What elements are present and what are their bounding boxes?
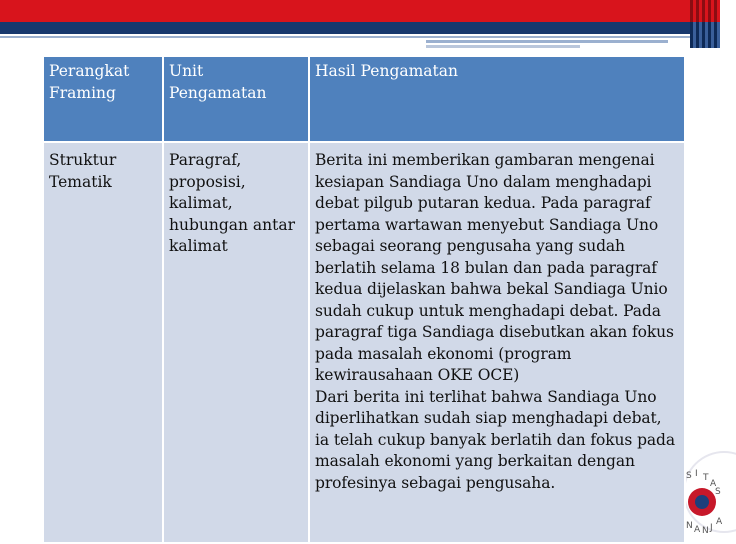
seal-letter: S: [715, 487, 721, 497]
cell-perangkat: Struktur Tematik: [43, 142, 163, 543]
cell-unit: Paragraf, proposisi, kalimat, hubungan antar kalimat: [163, 142, 309, 543]
table-row: [43, 142, 685, 543]
hasil-paragraph-2: Dari berita ini terlihat bahwa Sandiaga Uno diperlihatkan sudah siap menghadapi debat, ia telah cukup banyak berlatih dan fokus pada masalah ekonomi yang berkaitan dengan profesinya sebagai pengusaha.: [315, 387, 676, 492]
seal-letter: A: [710, 479, 717, 489]
header-perangkat-framing: Perangkat Framing: [43, 56, 163, 142]
header-divider-line: [0, 36, 690, 38]
seal-letter: A: [694, 525, 701, 535]
header-band-red: [0, 0, 720, 22]
cell-hasil: [309, 142, 685, 543]
hasil-paragraph-1: Berita ini memberikan gambaran mengenai kesiapan Sandiaga Uno dalam menghadapi debat pilgub putaran kedua. Pada paragraf pertama wartawan menyebut Sandiaga Uno sebagai seorang pengusaha yang sudah berlatih selama 18 bulan dan pada paragraf kedua dijelaskan bahwa bekal Sandiaga Unio sudah cukup untuk menghadapi debat. Pada paragraf tiga Sandiaga disebutkan akan fokus pada masalah ekonomi (program kewirausahaan OKE OCE): [315, 151, 674, 384]
header-unit-pengamatan: Unit Pengamatan: [163, 56, 309, 142]
seal-letter: T: [703, 473, 709, 483]
header-accent-line: [426, 40, 668, 43]
seal-letter: N: [686, 521, 693, 531]
header-band-navy: [0, 22, 720, 34]
framing-analysis-table: [42, 55, 686, 544]
seal-letter: S: [686, 471, 692, 481]
seal-letter: I: [695, 469, 698, 479]
seal-letter: J: [710, 523, 713, 533]
seal-letter: A: [716, 517, 723, 527]
header-hasil-pengamatan: Hasil Pengamatan: [309, 56, 685, 142]
header-band-stripes-navy: [690, 22, 720, 48]
seal-letter: N: [702, 526, 709, 536]
header-accent-line-short: [426, 45, 580, 48]
table-header-row: [43, 56, 685, 142]
